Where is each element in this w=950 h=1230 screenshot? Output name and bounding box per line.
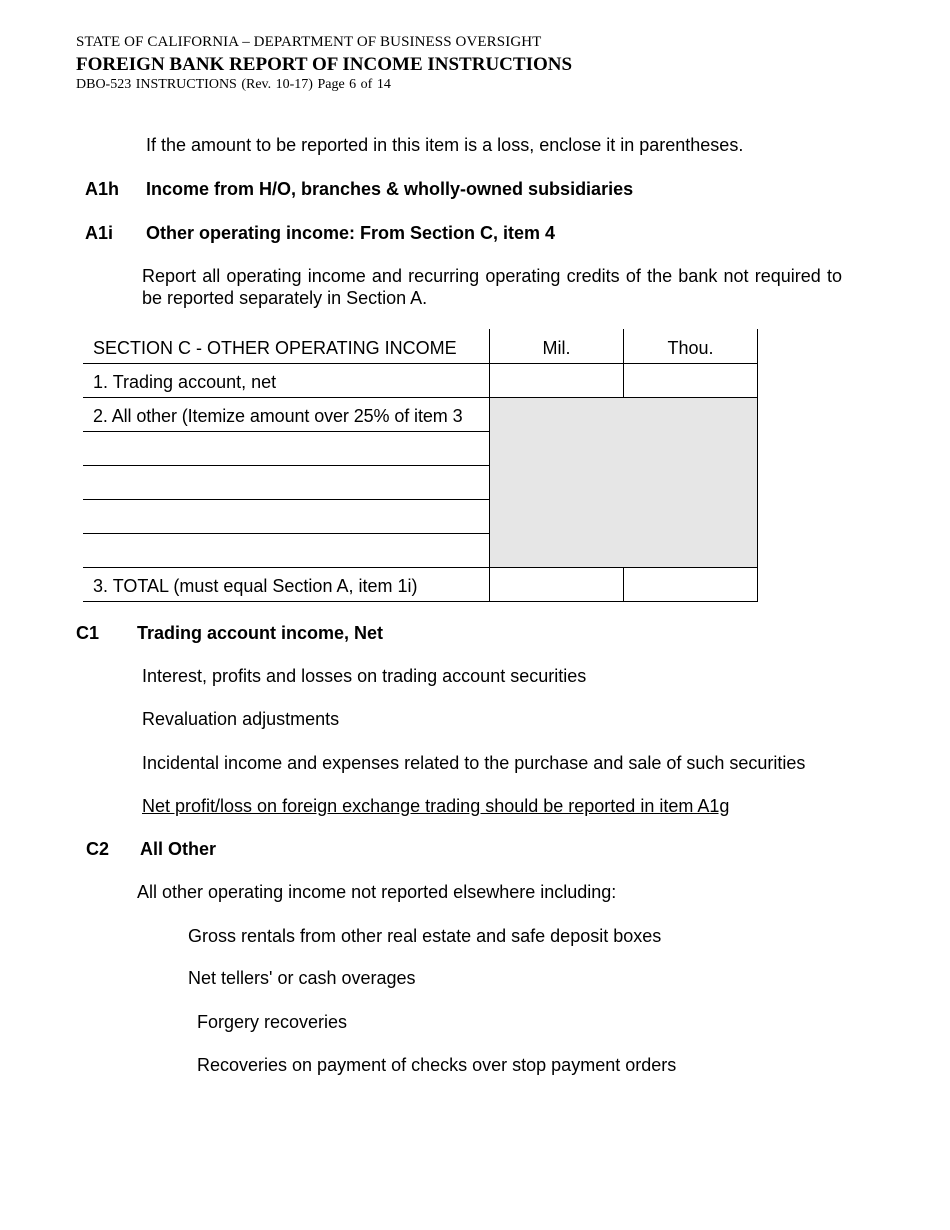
loss-note: If the amount to be reported in this item is a loss, enclose it in parentheses. (146, 135, 744, 155)
table-header-label: SECTION C - OTHER OPERATING INCOME (93, 338, 457, 358)
c1-item: Interest, profits and losses on trading account securities (142, 666, 587, 686)
c1-item-foreign-exchange-note: Net profit/loss on foreign exchange trading should be reported in item A1g (142, 796, 730, 816)
table-rule (83, 601, 758, 602)
c1-item: Incidental income and expenses related to the purchase and sale of such securities (142, 753, 806, 773)
table-rule (83, 363, 758, 364)
c2-item: Forgery recoveries (197, 1012, 348, 1032)
a1i-description-line1: Report all operating income and recurring operating credits of the bank not required to (142, 266, 843, 286)
section-code: A1h (85, 179, 120, 199)
table-header-mil: Mil. (542, 338, 571, 358)
table-rule (83, 431, 489, 432)
shaded-cells (489, 397, 758, 567)
section-a1h-heading (85, 179, 633, 200)
table-row-total: 3. TOTAL (must equal Section A, item 1i) (93, 576, 418, 596)
section-a1i-heading (85, 223, 555, 244)
table-column-rule (623, 567, 624, 602)
section-c-table (83, 329, 758, 602)
c2-item: Recoveries on payment of checks over stop payment orders (197, 1055, 677, 1075)
section-c2-heading (86, 839, 216, 860)
section-title: All Other (140, 839, 217, 859)
section-c1-heading (76, 623, 383, 644)
header-agency: STATE OF CALIFORNIA – DEPARTMENT OF BUSINESS OVERSIGHT (76, 34, 542, 50)
table-rule (83, 567, 758, 568)
table-row-all-other: 2. All other (Itemize amount over 25% of item 3 (93, 406, 463, 426)
section-title: Trading account income, Net (137, 623, 384, 643)
c2-item: Net tellers' or cash overages (188, 968, 416, 988)
section-code: C2 (86, 839, 110, 859)
section-code: A1i (85, 223, 114, 243)
c2-intro: All other operating income not reported elsewhere including: (137, 882, 617, 902)
header-form-info: DBO-523 INSTRUCTIONS (Rev. 10-17) Page 6 of 14 (76, 77, 391, 92)
section-title: Other operating income: From Section C, item 4 (146, 223, 556, 243)
c2-item: Gross rentals from other real estate and safe deposit boxes (188, 926, 662, 946)
table-header-thou: Thou. (667, 338, 714, 358)
table-rule (83, 465, 489, 466)
section-title: Income from H/O, branches & wholly-owned subsidiaries (146, 179, 634, 199)
header-title: FOREIGN BANK REPORT OF INCOME INSTRUCTIONS (76, 54, 573, 75)
table-rule (83, 499, 489, 500)
table-rule (83, 533, 489, 534)
table-column-rule (757, 329, 758, 602)
table-rule (83, 397, 758, 398)
c1-item: Revaluation adjustments (142, 709, 340, 729)
section-code: C1 (76, 623, 100, 643)
table-column-rule (489, 329, 490, 602)
table-row-trading-account: 1. Trading account, net (93, 372, 277, 392)
a1i-description-line2: be reported separately in Section A. (142, 288, 428, 308)
